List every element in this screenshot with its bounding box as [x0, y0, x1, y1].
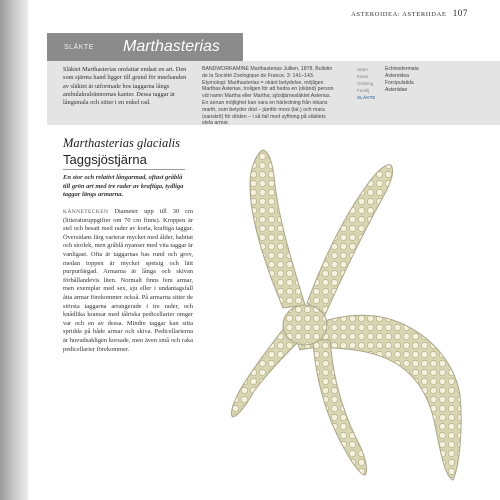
genus-header — [47, 33, 243, 61]
genus-side-info: BANDWORKAMINE Marthasterias Jullien, 1878, Bulletin de la Société Zoologique de France, 3: 141–143. Etymologi: Marthasterias = okänt betydelse, möjligen Marthas Asterias, troligen för att hedra en (okänd) person vid namn Martha eller Martha; sjöstjärnesläktet Asterias. En annan möjlighet kan vara en härledning från inkans marth, som betyder död – jämför mors (lat.) och mara (sanskrit) för döden – i så fall med syftning på släktets stela armar. — [202, 66, 334, 127]
running-head — [300, 8, 468, 18]
species-scientific-name: Marthasterias glacialis — [63, 136, 181, 150]
classification-row — [357, 80, 497, 87]
genus-title: Marthasterias — [123, 38, 220, 55]
classification-value: Echinodermata — [385, 66, 419, 72]
classification-row — [357, 66, 497, 73]
classification-label: Ordning — [357, 81, 374, 86]
classification-value — [385, 94, 497, 101]
classification-label: SLÄKTE — [357, 95, 376, 100]
book-spine-shadow — [0, 0, 28, 500]
starfish-disc — [283, 305, 327, 345]
classification-value: Asteriidae — [385, 87, 408, 93]
starfish — [231, 150, 461, 480]
description-label: KÄNNETECKEN — [63, 209, 109, 215]
classification-label: Stam — [357, 67, 368, 72]
classification-row — [357, 94, 497, 101]
classification-row — [357, 87, 497, 94]
starfish-arm — [307, 165, 393, 315]
classification-table — [357, 66, 497, 101]
starfish-arm — [250, 150, 305, 308]
classification-row — [357, 73, 497, 80]
classification-label: Familj — [357, 88, 370, 93]
starfish-illustration — [195, 125, 495, 500]
classification-value: Asteroidea — [385, 73, 409, 79]
divider — [63, 169, 185, 170]
running-head-section: ASTEROIDEA: ASTERIIDAE — [351, 11, 447, 18]
species-common-name: Taggsjöstjärna — [63, 152, 147, 167]
classification-label: Klass — [357, 74, 369, 79]
starfish-arm — [313, 340, 367, 475]
description-text: Diameter upp till 30 cm (litteraturuppgifter om 70 cm finns). Kroppen är stel och besatt med rader av korta, kraftiga taggar. Översidans färg varierar mycket med ålder, habitat och storlek, men gråblå nyanser med vita taggar är vanligast. Ofta är taggarnas bas rund och grov, medan toppen är mycket spetsig och lätt purpurfärgad. Armarna är långa och skivan förhållandevis liten. Normalt finns fem armar, men exemplar med sex, sju eller i undantagsfall åtta armar förekommer också. På armarna sitter de största taggarna arrangerade i tre rader, och knådlika kransar med tålriska pedicellarier omger var och en av dessa. Mindre taggar kan sitta spridda på både armar och skiva. Pedicellarierna är huvudsakligen korsade, men även små och raka pedicellarier förekommer. — [63, 208, 193, 353]
page-number: 107 — [452, 8, 468, 18]
genus-header-label: SLÄKTE — [64, 44, 94, 51]
genus-intro: Släktet Marthasterias omfattar endast en art. Den som sjärnta hand ligger till grund för innehanden av släktet är utformade hos taggarna långs ambulakralrännornas kanter. Dessa taggar är långsmala och sitter i en enkel rad. — [63, 66, 187, 107]
classification-value: Forcipulatida — [385, 80, 414, 86]
species-lead: En stor och relativt långarmad, oftast gråblå till grön art med tre rader av kraftiga, tydliga taggar längs armarna. — [63, 174, 184, 198]
species-description — [63, 208, 193, 354]
